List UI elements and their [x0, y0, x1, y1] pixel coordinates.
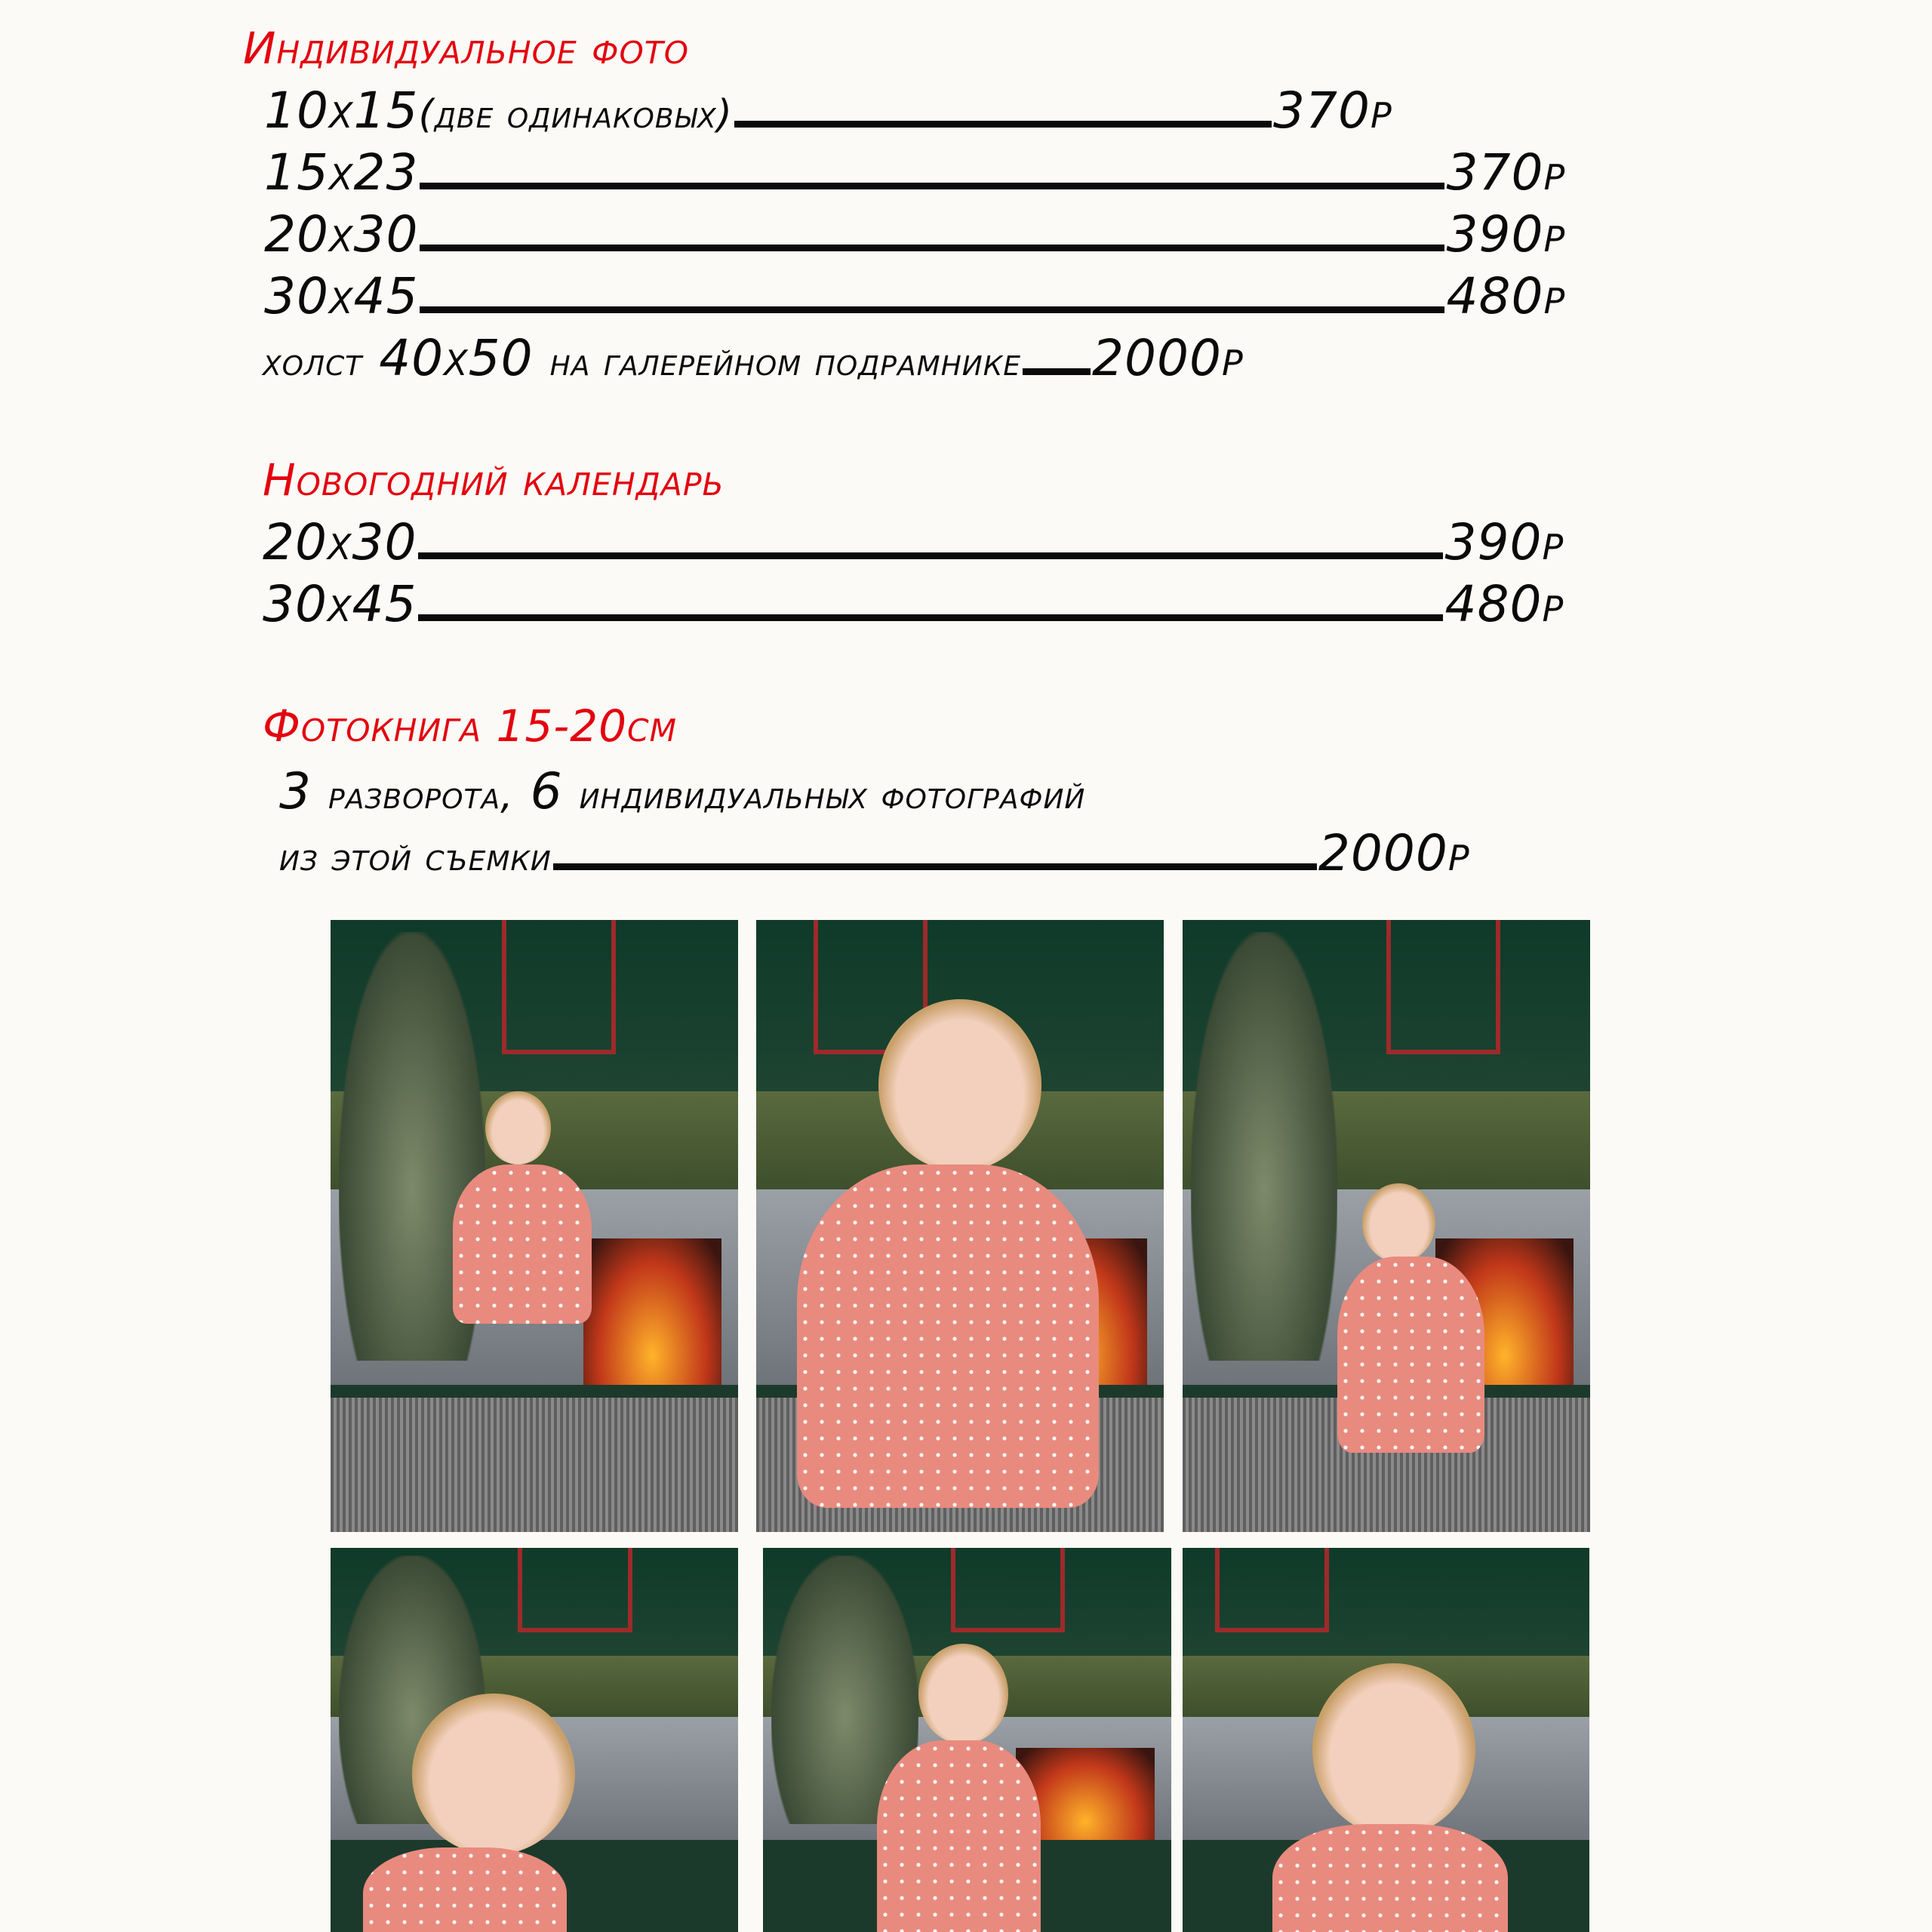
leader-line [420, 306, 1444, 313]
photo-count: 6 [530, 762, 563, 820]
section-title-individual: Индивидуальное фото [243, 23, 690, 74]
size: 20x30 [263, 513, 417, 571]
leader-line [418, 614, 1443, 621]
price: 2000р [1092, 329, 1244, 387]
price: 480р [1444, 575, 1564, 633]
price: 390р [1444, 513, 1564, 571]
note: (две одинаковых) [418, 92, 733, 137]
price-row-calendar-30x45 [263, 575, 1564, 633]
gallery-photo-2 [756, 920, 1164, 1532]
price-row-calendar-20x30 [263, 513, 1564, 571]
leader-line [734, 120, 1272, 128]
leader-line [1023, 368, 1091, 375]
spread-count: 3 [279, 762, 312, 820]
gallery-photo-1 [331, 920, 738, 1532]
note: на галерейном подрамнике [549, 340, 1021, 385]
from-this-shoot: из этой съемки [279, 835, 552, 880]
price: 370р [1446, 143, 1566, 202]
photos-text: индивидуальных фотографий [579, 773, 1086, 818]
size: 10x15 [264, 82, 419, 140]
size: 15x23 [264, 143, 419, 202]
price-row-15x23 [264, 143, 1565, 202]
size: 40x50 [379, 329, 534, 387]
price-row-30x45 [264, 267, 1565, 325]
price-row-20x30 [264, 205, 1565, 263]
price-row-photobook [279, 824, 1470, 882]
price: 2000р [1318, 824, 1470, 882]
section-title-calendar: Новогодний календарь [263, 454, 724, 506]
price: 370р [1272, 82, 1392, 140]
price: 390р [1446, 205, 1566, 263]
gallery-photo-3 [1183, 920, 1590, 1532]
section-title-photobook: Фотокнига 15-20см [263, 700, 677, 752]
size: 20x30 [264, 205, 419, 263]
gallery-photo-5 [763, 1548, 1171, 1932]
leader-line [420, 244, 1444, 251]
leader-line [553, 863, 1317, 870]
price-row-10x15 [264, 82, 1392, 140]
gallery-photo-4 [331, 1548, 738, 1932]
size: 30x45 [264, 267, 419, 325]
spreads-text: разворота, [328, 773, 514, 818]
leader-line [418, 552, 1443, 559]
prefix: холст [263, 340, 363, 385]
price-row-canvas-40x50 [263, 329, 1244, 387]
size: 30x45 [263, 575, 417, 633]
price: 480р [1446, 267, 1566, 325]
photobook-description-line [279, 762, 1085, 820]
leader-line [420, 182, 1444, 189]
gallery-photo-6 [1183, 1548, 1589, 1932]
